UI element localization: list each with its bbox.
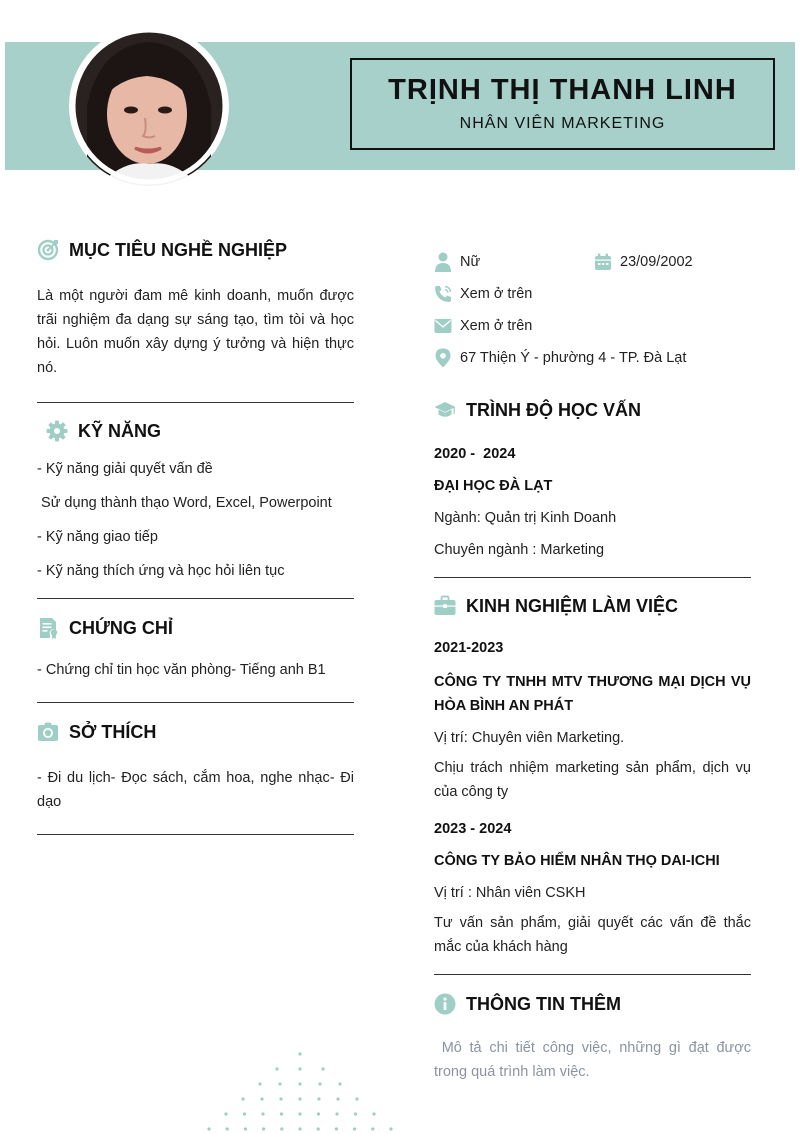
education-specialization: Chuyên ngành : Marketing xyxy=(434,542,605,558)
certificates-text: - Chứng chỉ tin học văn phòng- Tiếng anh B1 xyxy=(37,662,326,678)
divider xyxy=(434,974,751,975)
gear-icon xyxy=(46,420,68,442)
hobbies-title xyxy=(37,718,354,746)
divider xyxy=(37,402,354,403)
education-title-text: TRÌNH ĐỘ HỌC VẤN xyxy=(466,399,641,420)
job-entry-2 xyxy=(434,819,751,959)
camera-icon xyxy=(37,721,59,743)
education-major: Ngành: Quản trị Kinh Doanh xyxy=(434,510,617,526)
briefcase-icon xyxy=(434,595,456,617)
job-period: 2023 - 2024 xyxy=(434,821,512,837)
avatar xyxy=(69,26,229,186)
list-item: - Kỹ năng giải quyết vấn đề xyxy=(37,461,213,477)
education-period: 2020 - 2024 xyxy=(434,446,516,462)
job-company: CÔNG TY BẢO HIỂM NHÂN THỌ DAI-ICHI xyxy=(434,853,720,869)
education-school: ĐẠI HỌC ĐÀ LẠT xyxy=(434,478,553,494)
envelope-icon xyxy=(434,317,452,335)
job-period: 2021-2023 xyxy=(434,640,504,656)
skills-list xyxy=(37,459,354,581)
job-position: Vị trí : Nhân viên CSKH xyxy=(434,885,586,901)
job-description: Tư vấn sản phẩm, giải quyết các vấn đề thắc mắc của khách hàng xyxy=(434,915,751,955)
list-item: Sử dụng thành thạo Word, Excel, Powerpoint xyxy=(37,495,332,511)
certificates-title-text: CHỨNG CHỈ xyxy=(69,617,173,638)
education-title xyxy=(434,396,751,424)
objective-title-text: MỤC TIÊU NGHỀ NGHIỆP xyxy=(69,239,288,260)
right-column xyxy=(434,246,756,1084)
graduation-cap-icon xyxy=(434,399,456,421)
location-pin-icon xyxy=(434,349,452,367)
birthday-value: 23/09/2002 xyxy=(620,254,693,270)
target-icon xyxy=(37,239,59,261)
person-icon xyxy=(434,253,452,271)
email-value: Xem ở trên xyxy=(460,318,533,334)
objective-title xyxy=(37,236,354,264)
address-value: 67 Thiện Ý - phường 4 - TP. Đà Lạt xyxy=(460,350,687,366)
personal-row-1 xyxy=(434,246,751,278)
gender-value: Nữ xyxy=(460,254,481,270)
additional-title-text: THÔNG TIN THÊM xyxy=(466,993,621,1014)
decorative-dots xyxy=(205,1050,395,1134)
list-item: - Kỹ năng thích ứng và học hỏi liên tục xyxy=(37,563,285,579)
name-box xyxy=(350,58,775,150)
hobbies-text: - Đi du lịch- Đọc sách, cắm hoa, nghe nhạc- Đi dạo xyxy=(37,770,354,810)
calendar-icon xyxy=(594,253,612,271)
divider xyxy=(37,702,354,703)
candidate-role: NHÂN VIÊN MARKETING xyxy=(459,115,666,132)
personal-row-address xyxy=(434,342,751,374)
phone-value: Xem ở trên xyxy=(460,286,533,302)
personal-row-email xyxy=(434,310,751,342)
skills-title xyxy=(37,417,354,445)
info-icon xyxy=(434,993,456,1015)
certificate-icon xyxy=(37,617,59,639)
list-item: - Kỹ năng giao tiếp xyxy=(37,529,158,545)
experience-title-text: KINH NGHIỆM LÀM VIỆC xyxy=(466,595,679,616)
divider xyxy=(37,598,354,599)
objective-text: Là một người đam mê kinh doanh, muốn được trãi nghiệm đa dạng sự sáng tạo, tìm tòi và học hỏi. Luôn muốn xây dựng ý tưởng và hiện thực nó. xyxy=(37,288,354,376)
left-column xyxy=(37,236,354,835)
additional-text: Mô tả chi tiết công việc, những gì đạt được trong quá trình làm việc. xyxy=(434,1040,756,1080)
job-entry-1 xyxy=(434,638,751,804)
divider xyxy=(37,834,354,835)
job-description: Chịu trách nhiệm marketing sản phẩm, dịch vụ của công ty xyxy=(434,760,751,800)
divider xyxy=(434,577,751,578)
job-position: Vị trí: Chuyên viên Marketing. xyxy=(434,730,625,746)
personal-row-phone xyxy=(434,278,751,310)
hobbies-title-text: SỞ THÍCH xyxy=(69,721,157,742)
skills-title-text: KỸ NĂNG xyxy=(78,420,162,441)
additional-title xyxy=(434,990,751,1018)
job-company: CÔNG TY TNHH MTV THƯƠNG MẠI DỊCH VỤ HÒA BÌNH AN PHÁT xyxy=(434,674,751,714)
certificates-title xyxy=(37,614,354,642)
candidate-name: TRỊNH THỊ THANH LINH xyxy=(388,74,737,106)
phone-icon xyxy=(434,285,452,303)
experience-title xyxy=(434,592,751,620)
